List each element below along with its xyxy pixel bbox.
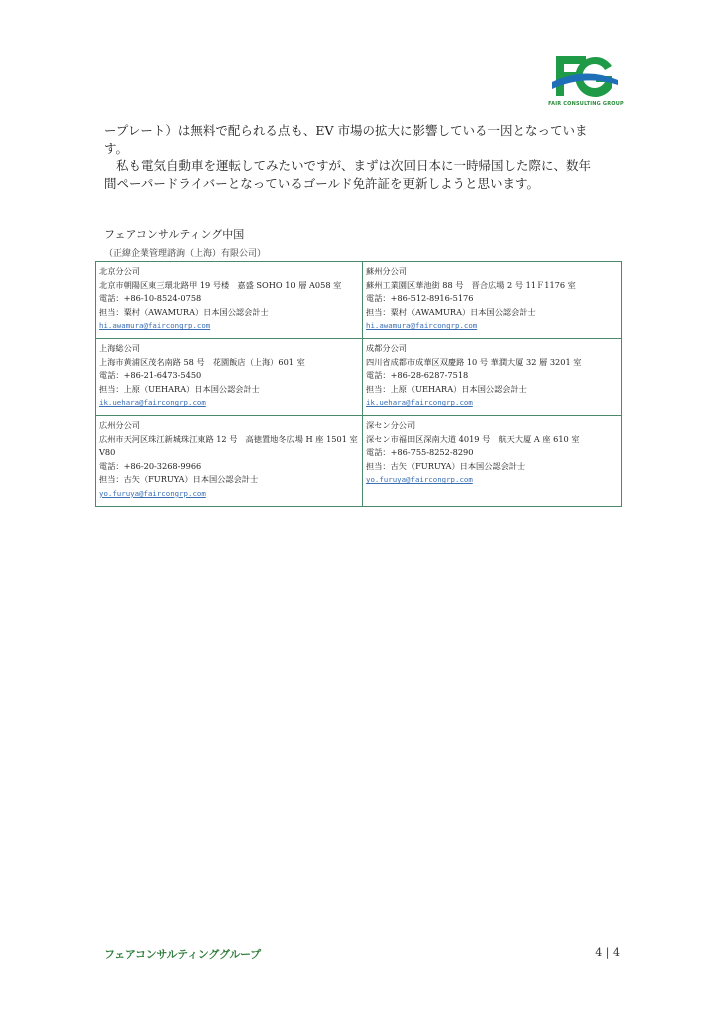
office-name: 北京分公司	[99, 266, 140, 276]
section-title: フェアコンサルティング中国	[104, 228, 245, 241]
office-contact: 担当：古矢（FURUYA）日本国公認会計士	[366, 460, 526, 471]
office-phone: 電話：+86-20-3268-9966	[99, 460, 202, 471]
office-phone: 電話：+86-755-8252-8290	[366, 447, 474, 458]
office-contact: 担当：粟村（AWAMURA）日本国公認会計士	[99, 306, 269, 317]
office-address: 深セン市福田区深南大道 4019 号 航天大厦 A 座 610 室	[366, 433, 580, 444]
office-address: 四川省成都市成華区双慶路 10 号 華潤大厦 32 層 3201 室	[366, 356, 582, 367]
office-name: 上海総公司	[99, 342, 140, 353]
office-email-link[interactable]: ik.uehara@faircongrp.com	[99, 398, 206, 408]
office-cell-shenzhen	[363, 415, 622, 506]
body-line: 間ペーパードライバーとなっているゴールド免許証を更新しようと思います。	[104, 175, 540, 191]
table-row	[96, 338, 622, 415]
office-cell-guangzhou	[96, 415, 363, 506]
table-row	[96, 415, 622, 506]
office-name: 深セン分公司	[366, 419, 416, 430]
office-email-link[interactable]: yo.furuya@faircongrp.com	[366, 475, 473, 485]
office-table	[95, 261, 622, 507]
office-contact: 担当：粟村（AWAMURA）日本国公認会計士	[366, 306, 536, 317]
office-address: 蘇州工業園区華池街 88 号 晋合広場 2 号 11Ｆ1176 室	[366, 279, 576, 290]
footer-company: フェアコンサルティンググループ	[104, 948, 261, 961]
office-name: 広州分公司	[99, 419, 140, 430]
office-contact: 担当：上原（UEHARA）日本国公認会計士	[99, 383, 260, 394]
office-address: 上海市黄浦区茂名南路 58 号 花園飯店（上海）601 室	[99, 356, 305, 367]
logo-caption: FAIR CONSULTING GROUP	[548, 101, 624, 107]
office-address: 北京市朝陽区東三環北路甲 19 号楼 嘉盛 SOHO 10 層 A058 室	[99, 279, 342, 290]
office-name: 蘇州分公司	[366, 266, 407, 276]
office-cell-shanghai	[96, 338, 363, 415]
office-email-link[interactable]: hi.awamura@faircongrp.com	[99, 321, 211, 331]
section-subtitle: （正緯企業管理諮詢（上海）有限公司）	[104, 249, 267, 259]
office-email-link[interactable]: hi.awamura@faircongrp.com	[366, 321, 478, 331]
office-phone: 電話：+86-10-8524-0758	[99, 293, 202, 304]
body-paragraphs	[104, 122, 629, 192]
office-email-link[interactable]: ik.uehara@faircongrp.com	[366, 398, 473, 408]
table-row	[96, 262, 622, 339]
office-phone: 電話：+86-512-8916-5176	[366, 293, 474, 304]
office-contact: 担当：古矢（FURUYA）日本国公認会計士	[99, 474, 259, 485]
office-cell-suzhou	[363, 262, 622, 339]
page-number: 4 | 4	[595, 946, 620, 959]
office-contact: 担当：上原（UEHARA）日本国公認会計士	[366, 383, 527, 394]
office-cell-chengdu	[363, 338, 622, 415]
office-cell-beijing	[96, 262, 363, 339]
office-phone: 電話：+86-28-6287-7518	[366, 370, 469, 381]
body-line: す。	[104, 140, 129, 156]
body-line: ープレート）は無料で配られる点も、EV 市場の拡大に影響している一因となっていま	[104, 123, 588, 138]
office-address: 広州市天河区珠江新城珠江東路 12 号 高徳置地冬広場 H 座 1501 室 V80	[99, 433, 358, 458]
office-email-link[interactable]: yo.furuya@faircongrp.com	[99, 488, 206, 498]
office-name: 成都分公司	[366, 342, 407, 353]
office-phone: 電話：+86-21-6473-5450	[99, 370, 202, 381]
body-line: 私も電気自動車を運転してみたいですが、まずは次回日本に一時帰国した際に、数年	[116, 158, 592, 173]
